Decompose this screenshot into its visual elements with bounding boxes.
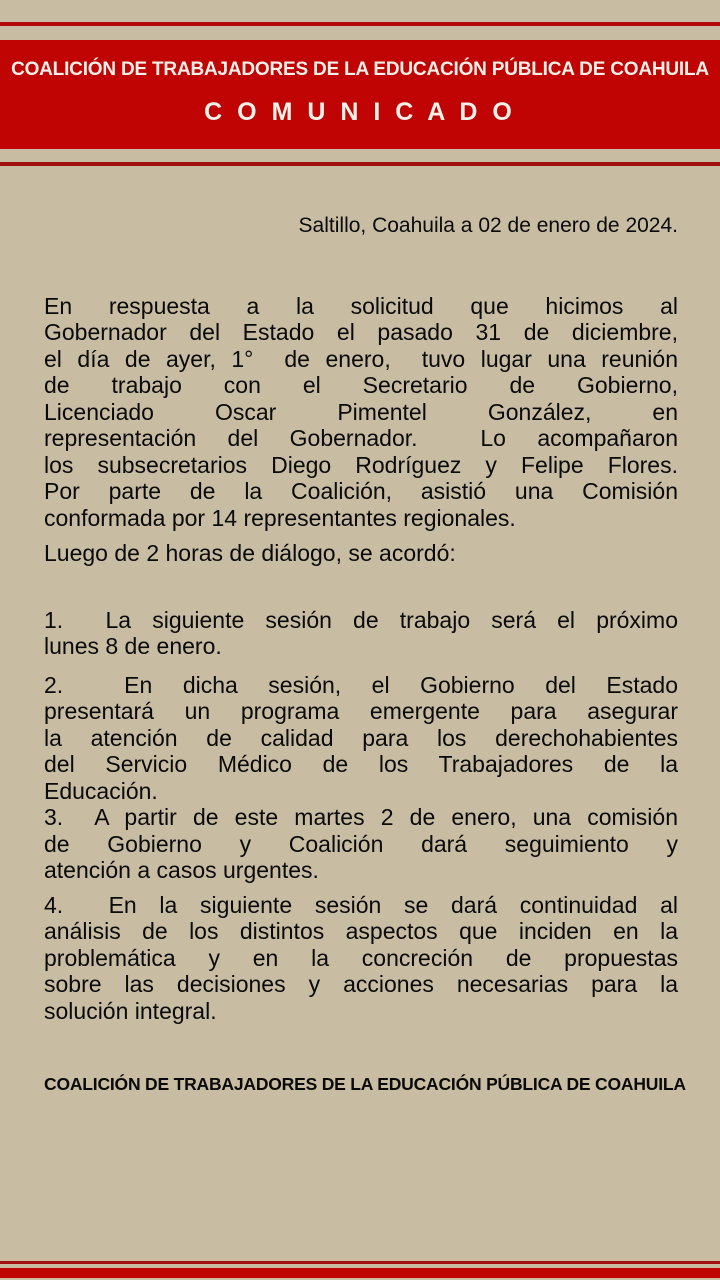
text-line: Educación. xyxy=(44,777,158,804)
document-body xyxy=(0,166,720,1098)
paragraph-comision xyxy=(44,478,678,531)
text-line: de Gobierno y Coalición dará seguimiento y xyxy=(44,830,678,857)
top-divider-rule xyxy=(0,22,720,26)
text-line: sobre las decisiones y acciones necesarias para la xyxy=(44,971,678,997)
text-line: lunes 8 de enero. xyxy=(44,633,222,659)
dateline: Saltillo, Coahuila a 02 de enero de 2024. xyxy=(298,214,678,237)
header-org-name: COALICIÓN DE TRABAJADORES DE LA EDUCACIÓN PÚBLICA DE COAHUILA xyxy=(11,59,709,80)
text-line: 3. A partir de este martes 2 de enero, una comisión xyxy=(44,804,678,830)
paragraph-intro xyxy=(44,293,678,479)
text-line: 2. En dicha sesión, el Gobierno del Estado xyxy=(44,671,678,698)
text-line: Por parte de la Coalición, asistió una Comisión xyxy=(44,478,678,504)
text-line: Licenciado Oscar Pimentel González, en xyxy=(44,398,678,425)
bottom-red-bar xyxy=(0,1268,720,1278)
text-line: 1. La siguiente sesión de trabajo será el próximo xyxy=(44,606,678,633)
text-line: solución integral. xyxy=(44,997,217,1024)
list-item-2 xyxy=(44,672,678,805)
header-banner xyxy=(0,40,720,149)
text-line: el día de ayer, 1° de enero, tuvo lugar una reunión xyxy=(44,345,678,372)
text-line: del Servicio Médico de los Trabajadores de la xyxy=(44,751,678,777)
text-line: análisis de los distintos aspectos que inciden en la xyxy=(44,918,678,944)
text-line: la atención de calidad para los derechohabientes xyxy=(44,724,678,751)
text-line: presentará un programa emergente para asegurar xyxy=(44,698,678,724)
text-line: de trabajo con el Secretario de Gobierno, xyxy=(44,372,678,398)
bottom-divider-rule xyxy=(0,1261,720,1264)
paragraph-acuerdo xyxy=(44,540,678,567)
text-line: En respuesta a la solicitud que hicimos al xyxy=(44,292,678,319)
page-title: C O M U N I C A D O xyxy=(204,98,516,126)
text-line: representación del Gobernador. Lo acompañaron xyxy=(44,425,678,451)
list-item-3 xyxy=(44,804,678,884)
text-line: los subsecretarios Diego Rodríguez y Felipe Flores. xyxy=(44,451,678,478)
list-item-4 xyxy=(44,892,678,1025)
list-item-1 xyxy=(44,607,678,660)
text-line: conformada por 14 representantes regionales. xyxy=(44,504,516,531)
text-line: Gobernador del Estado el pasado 31 de diciembre, xyxy=(44,319,678,345)
footer-org-name: COALICIÓN DE TRABAJADORES DE LA EDUCACIÓN PÚBLICA DE COAHUILA xyxy=(44,1074,686,1094)
text-line: 4. En la siguiente sesión se dará continuidad al xyxy=(44,891,678,918)
text-line: Luego de 2 horas de diálogo, se acordó: xyxy=(44,540,456,566)
text-line: problemática y en la concreción de propuestas xyxy=(44,944,678,971)
text-line: atención a casos urgentes. xyxy=(44,857,319,883)
